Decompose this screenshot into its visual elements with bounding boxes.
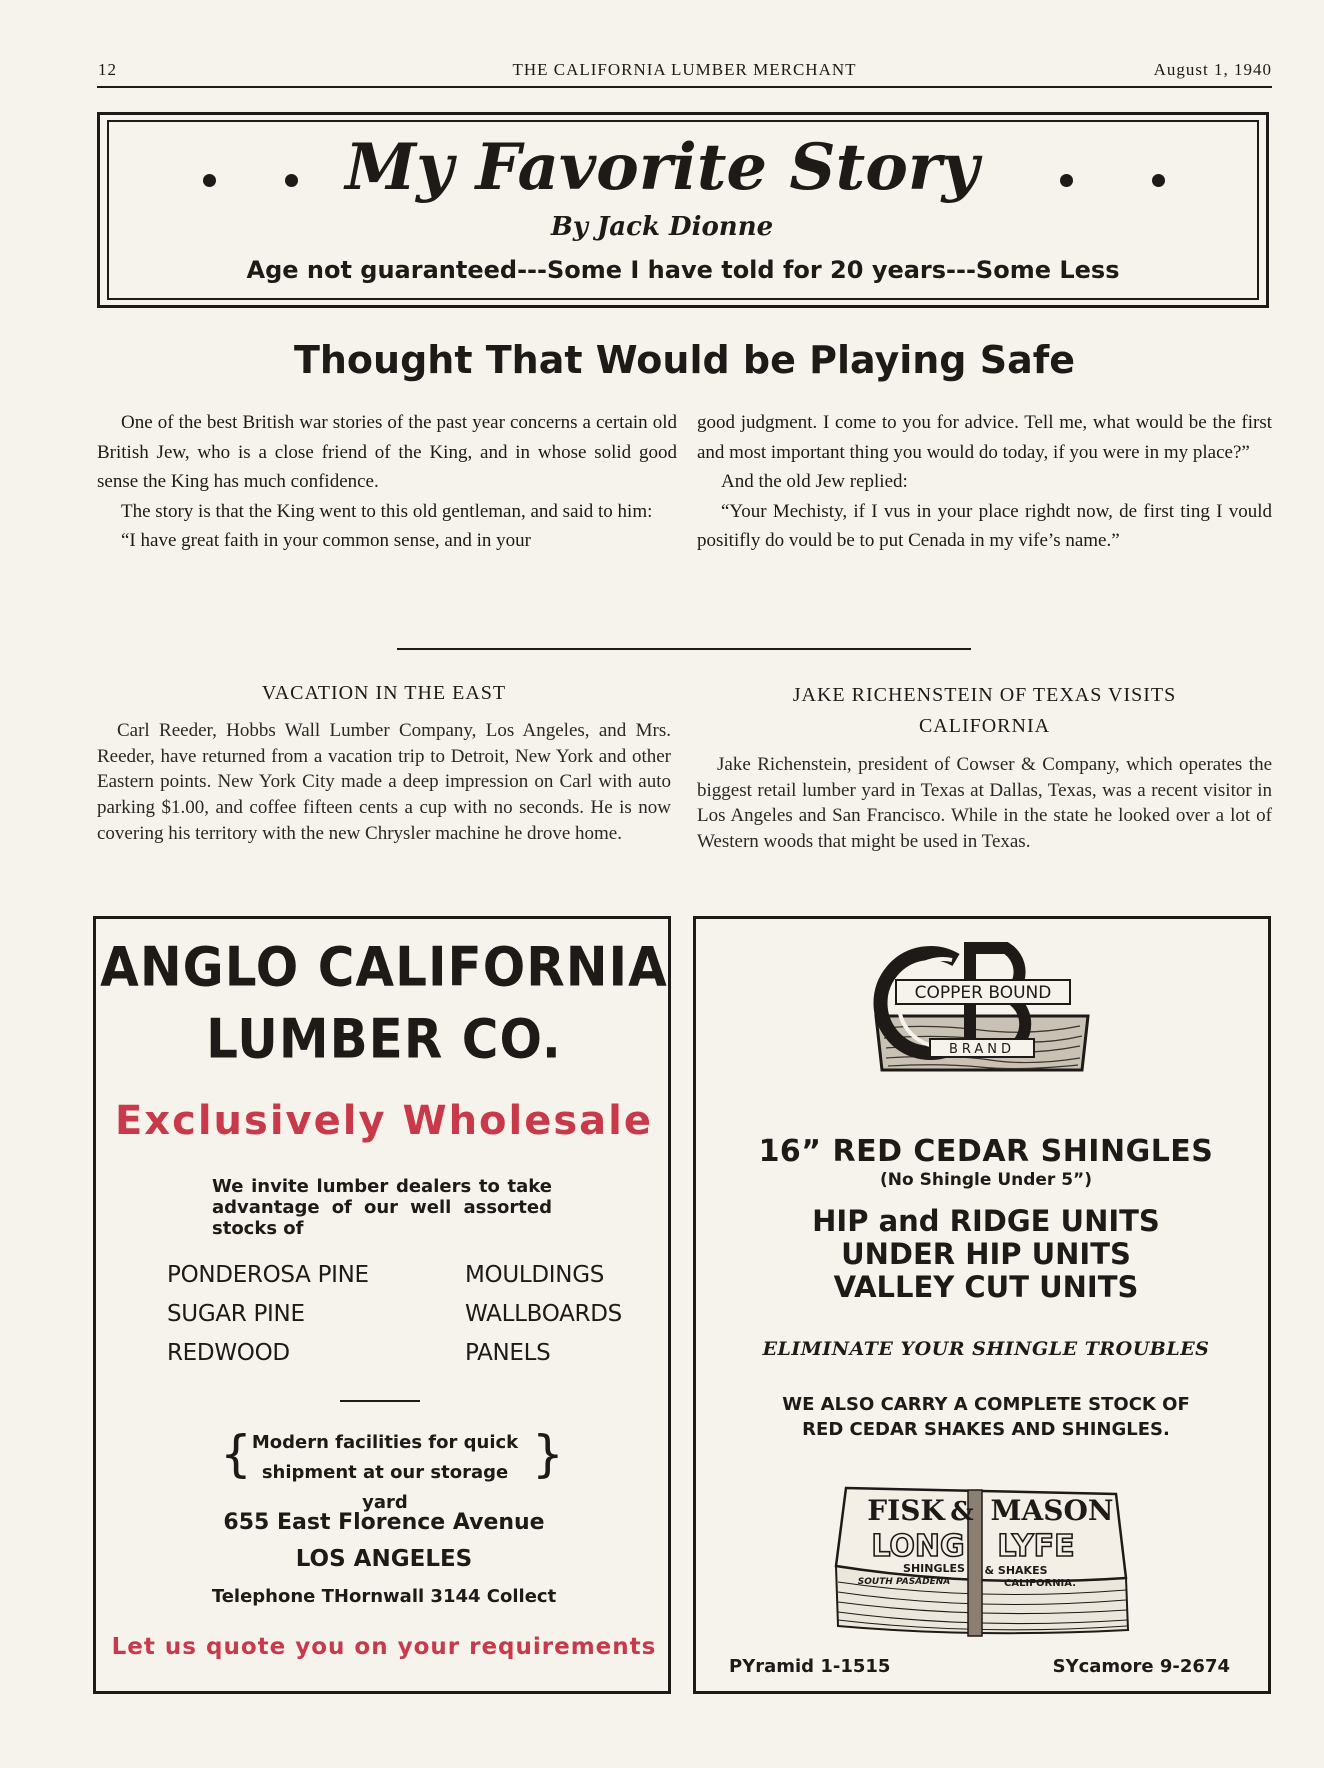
fisk-unit: UNDER HIP UNITS [841, 1237, 1131, 1271]
bundle-brand-amp: & [950, 1497, 974, 1527]
product-item: WALLBOARDS [465, 1301, 622, 1327]
bundle-small-right: & SHAKES [984, 1564, 1048, 1577]
news-heading-richenstein-1: JAKE RICHENSTEIN OF TEXAS VISITS [792, 684, 1177, 706]
fisk-subhead: (No Shingle Under 5”) [880, 1170, 1092, 1190]
story-column-left [97, 408, 677, 556]
issue-date: August 1, 1940 [1153, 60, 1272, 79]
fisk-headline: 16” RED CEDAR SHINGLES [758, 1134, 1214, 1169]
bundle-small-left: SHINGLES [903, 1562, 965, 1575]
anglo-invite: We invite lumber dealers to take advantage of our well assorted stocks of [212, 1176, 552, 1239]
logo-top-text: COPPER BOUND [914, 983, 1052, 1003]
copper-bound-logo-icon [870, 936, 1094, 1076]
news-paragraph: Jake Richenstein, president of Cowser & Company, which operates the biggest retail lumber yard in Texas at Dallas, Texas, was a recent visitor in Los Angeles and San Francisco. While in the state he looked over a lot of Western woods that might be used in Texas. [697, 754, 1272, 853]
story-paragraph: And the old Jew replied: [721, 471, 908, 492]
fisk-phone-right: SYcamore 9-2674 [1052, 1656, 1230, 1677]
fisk-carry [697, 1392, 1275, 1442]
story-column-right [697, 408, 1272, 556]
banner-dot [285, 174, 298, 187]
logo-bottom-text: BRAND [948, 1042, 1016, 1057]
fisk-unit: VALLEY CUT UNITS [833, 1270, 1139, 1304]
page-number: 12 [98, 60, 117, 79]
fisk-slogan: ELIMINATE YOUR SHINGLE TROUBLES [762, 1338, 1210, 1360]
anglo-city: LOS ANGELES [295, 1546, 473, 1572]
facilities-line: shipment at our storage yard [261, 1462, 509, 1513]
bundle-brand-left: FISK [867, 1494, 945, 1527]
anglo-facilities [240, 1428, 530, 1518]
banner-dot [1060, 174, 1073, 187]
right-brace-icon: } [532, 1425, 564, 1483]
news-heading-vacation: VACATION IN THE EAST [261, 682, 507, 704]
carry-line: WE ALSO CARRY A COMPLETE STOCK OF [782, 1394, 1190, 1415]
bundle-city-left: SOUTH PASADENA [857, 1577, 951, 1587]
banner-tagline: Age not guaranteed---Some I have told for 20 years---Some Less [246, 256, 1120, 284]
anglo-products-left [167, 1256, 369, 1373]
long-lyfe-bundle-icon [826, 1480, 1136, 1640]
story-headline: Thought That Would be Playing Safe [293, 338, 1076, 382]
anglo-telephone: Telephone THornwall 3144 Collect [211, 1586, 557, 1607]
product-item: PANELS [465, 1340, 551, 1366]
carry-line: RED CEDAR SHAKES AND SHINGLES. [802, 1419, 1170, 1440]
news-paragraph: Carl Reeder, Hobbs Wall Lumber Company, Los Angeles, and Mrs. Reeder, have returned from a vacation trip to Detroit, New York and other Eastern points. New York City made a deep impression on Carl with auto parking $1.00, and coffee fifteen cents a cup with no seconds. He is now covering his territory with the new Chrysler machine he drove home. [97, 720, 671, 844]
story-paragraph: “Your Mechisty, if I vus in your place righdt now, de first ting I vould positifly do vould be to put Cenada in my vife’s name.” [697, 500, 1272, 551]
anglo-tagline: Exclusively Wholesale [114, 1098, 653, 1144]
anglo-divider [340, 1400, 420, 1402]
anglo-name-line1: ANGLO CALIFORNIA [100, 935, 668, 999]
banner-title: My Favorite Story [345, 130, 979, 205]
anglo-name-line2: LUMBER CO. [206, 1007, 562, 1071]
story-paragraph: The story is that the King went to this old gentleman, and said to him: [121, 500, 653, 522]
publication-name: THE CALIFORNIA LUMBER MERCHANT [512, 60, 857, 79]
product-item: PONDEROSA PINE [167, 1262, 369, 1288]
story-paragraph: “I have great faith in your common sense, and in your [121, 530, 531, 551]
header-rule [97, 86, 1272, 88]
product-item: REDWOOD [167, 1340, 290, 1366]
news-body-vacation [97, 718, 671, 847]
news-body-richenstein [697, 752, 1272, 855]
bundle-mark-left: LONG [871, 1529, 965, 1564]
story-paragraph: One of the best British war stories of the past year concerns a certain old British Jew, who is a close friend of the King, and in whose solid good sense the King has much confidence. [97, 412, 677, 492]
banner-byline: By Jack Dionne [550, 212, 774, 242]
facilities-line: Modern facilities for quick [251, 1432, 519, 1453]
fisk-phone-left: PYramid 1-1515 [729, 1656, 891, 1677]
anglo-address: 655 East Florence Avenue [223, 1510, 545, 1535]
fisk-unit: HIP and RIDGE UNITS [812, 1204, 1160, 1238]
left-brace-icon: { [220, 1425, 252, 1483]
bundle-brand-right: MASON [990, 1494, 1114, 1527]
story-paragraph: good judgment. I come to you for advice. Tell me, what would be the first and most important thing you would do today, if you were in my place?” [697, 412, 1272, 463]
section-divider [397, 648, 971, 650]
banner-dot [203, 174, 216, 187]
bundle-mark-right: LYFE [997, 1529, 1075, 1564]
bundle-city-right: CALIFORNIA. [1003, 1578, 1077, 1589]
anglo-cta: Let us quote you on your requirements [111, 1634, 657, 1660]
banner-dot [1152, 174, 1165, 187]
product-item: MOULDINGS [465, 1262, 605, 1288]
anglo-products-right [465, 1256, 622, 1373]
product-item: SUGAR PINE [167, 1301, 305, 1327]
news-heading-richenstein-2: CALIFORNIA [918, 715, 1051, 737]
